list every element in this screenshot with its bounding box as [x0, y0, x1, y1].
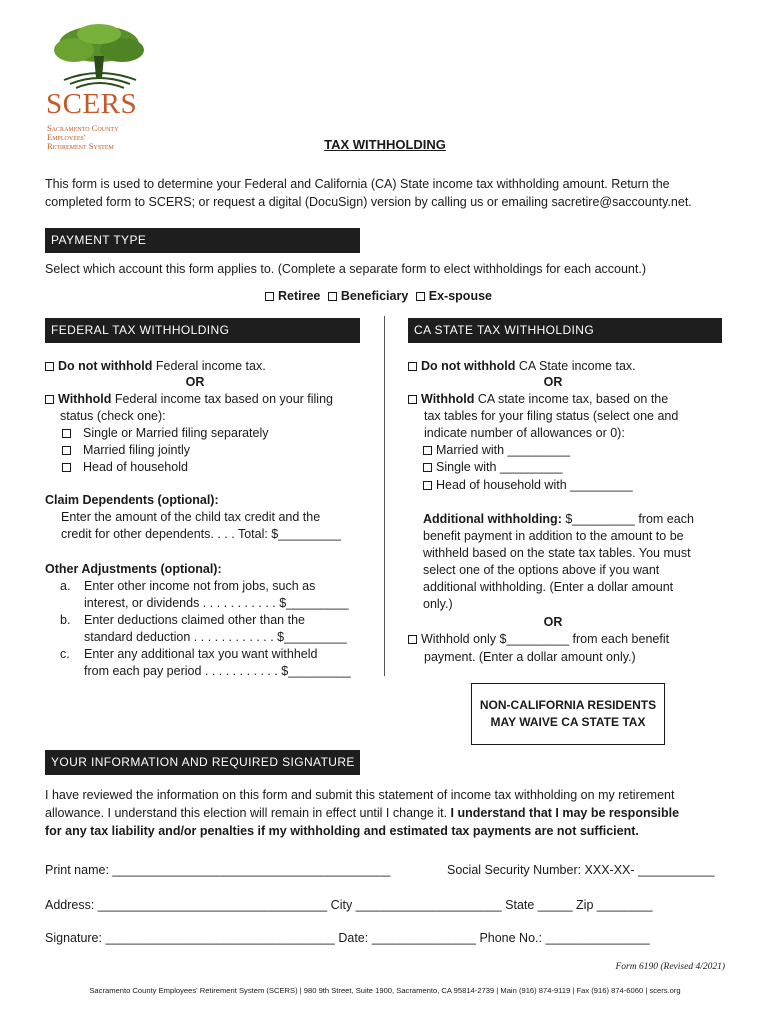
footer-org-info: Sacramento County Employees' Retirement System (SCERS) | 980 9th Street, Suite 1900, Sacramento, CA 95814-2739 | Main (916) 874-9119 | Fax (916) 874-6060 | scers.org [89, 986, 681, 995]
state-withhold[interactable] [408, 391, 668, 408]
non-ca-notice-line-2: MAY WAIVE CA STATE TAX [490, 715, 646, 729]
print-name-field[interactable]: Print name: ________________________________________ [45, 863, 391, 877]
adj-b-label: b. [60, 613, 71, 627]
federal-withhold-checkbox[interactable] [45, 395, 54, 404]
federal-withhold[interactable] [45, 391, 333, 408]
state-married-checkbox[interactable] [423, 446, 432, 455]
adj-a-line-1: Enter other income not from jobs, such as [84, 579, 316, 593]
state-withhold-checkbox[interactable] [408, 395, 417, 404]
state-dnw-bold: Do not withhold [421, 359, 516, 373]
state-dnw-checkbox[interactable] [408, 362, 417, 371]
federal-header: FEDERAL TAX WITHHOLDING [45, 318, 360, 343]
federal-withhold-bold: Withhold [58, 392, 112, 406]
federal-status-joint[interactable] [62, 442, 190, 459]
state-additional-line-5: additional withholding. (Enter a dollar amount [423, 580, 674, 594]
beneficiary-checkbox[interactable] [328, 292, 337, 301]
beneficiary-label: Beneficiary [340, 289, 409, 303]
state-hoh-label: Head of household with _________ [436, 478, 633, 492]
state-withhold-only[interactable] [408, 631, 669, 648]
tree-icon [44, 22, 154, 92]
signature-date-phone-field[interactable]: Signature: _________________________________ Date: _______________ Phone No.: _______________ [45, 931, 650, 945]
state-single-label: Single with _________ [436, 460, 563, 474]
state-status-single[interactable] [423, 459, 563, 476]
address-field[interactable]: Address: _________________________________ City _____________________ State _____ Zip ________ [45, 898, 653, 912]
signature-statement-normal: allowance. I understand this election will remain in effect until I change it. [45, 806, 448, 820]
dependents-title: Claim Dependents (optional): [45, 493, 219, 507]
federal-joint-checkbox[interactable] [62, 446, 71, 455]
dependents-line-1: Enter the amount of the child tax credit and the [61, 510, 321, 524]
federal-hoh-checkbox[interactable] [62, 463, 71, 472]
dependents-line-2[interactable]: credit for other dependents. . . . Total: $_________ [61, 527, 341, 541]
adj-c-line-2[interactable]: from each pay period . . . . . . . . . . . $_________ [84, 664, 351, 678]
signature-statement-line-3: for any tax liability and/or penalties if my withholding and estimated tax payments are not sufficient. [45, 824, 639, 838]
state-additional-line-4: select one of the options above if you want [423, 563, 660, 577]
signature-statement-bold: I understand that I may be responsible [447, 806, 680, 820]
adj-c-line-1: Enter any additional tax you want withheld [84, 647, 318, 661]
state-additional-line-2: benefit payment in addition to the amount to be [423, 529, 684, 543]
state-dnw-rest: CA State income tax. [515, 359, 636, 373]
adj-a-label: a. [60, 579, 71, 593]
payment-instruction: Select which account this form applies to. (Complete a separate form to elect withholdings for each account.) [45, 262, 646, 276]
adjustments-title: Other Adjustments (optional): [45, 562, 222, 576]
state-withhold-only-line-2: payment. (Enter a dollar amount only.) [424, 650, 636, 664]
retiree-label: Retiree [278, 289, 321, 303]
federal-joint-label: Married filing jointly [83, 443, 190, 457]
federal-dnw-bold: Do not withhold [58, 359, 153, 373]
ex-spouse-checkbox[interactable] [416, 292, 425, 301]
federal-single-checkbox[interactable] [62, 429, 71, 438]
federal-withhold-rest: Federal income tax based on your filing [111, 392, 333, 406]
state-additional-bold: Additional withholding: [423, 512, 562, 526]
retiree-option[interactable] [265, 289, 320, 303]
federal-status-single[interactable] [62, 425, 269, 442]
state-withhold-bold: Withhold [421, 392, 475, 406]
state-or-1: OR [543, 375, 563, 389]
state-status-hoh[interactable] [423, 477, 633, 494]
payment-type-header: PAYMENT TYPE [45, 228, 360, 253]
non-ca-notice-box [471, 683, 665, 745]
intro-line-2: completed form to SCERS; or request a digital (DocuSign) version by calling us or emailing sacretire@saccounty.net. [45, 195, 692, 209]
state-withhold-rest: CA state income tax, based on the [474, 392, 669, 406]
scers-logo [44, 22, 154, 152]
adj-a-line-2[interactable]: interest, or dividends . . . . . . . . . . . $_________ [84, 596, 349, 610]
state-additional-line-6: only.) [423, 597, 453, 611]
logo-sub-3: Retirement System [47, 141, 114, 151]
federal-dnw-rest: Federal income tax. [152, 359, 266, 373]
federal-dnw-checkbox[interactable] [45, 362, 54, 371]
signature-statement-line-1: I have reviewed the information on this form and submit this statement of income tax withholding on my retirement [45, 788, 675, 802]
state-or-2: OR [543, 615, 563, 629]
ssn-field[interactable]: Social Security Number: XXX-XX- ___________ [447, 863, 715, 877]
retiree-checkbox[interactable] [265, 292, 274, 301]
state-married-label: Married with _________ [436, 443, 571, 457]
logo-name: SCERS [46, 88, 138, 120]
state-withhold-line-2: tax tables for your filing status (select one and [424, 409, 679, 423]
signature-statement-line-2 [45, 805, 679, 822]
state-hoh-checkbox[interactable] [423, 481, 432, 490]
non-ca-notice-line-1: NON-CALIFORNIA RESIDENTS [479, 698, 657, 712]
federal-do-not-withhold[interactable] [45, 358, 266, 375]
state-status-married[interactable] [423, 442, 570, 459]
intro-line-1: This form is used to determine your Federal and California (CA) State income tax withholding amount. Return the [45, 177, 670, 191]
federal-single-label: Single or Married filing separately [83, 426, 269, 440]
state-additional-line-1[interactable] [423, 511, 694, 528]
state-additional-rest: $_________ from each [561, 512, 694, 526]
state-single-checkbox[interactable] [423, 463, 432, 472]
federal-withhold-line-2: status (check one): [60, 409, 166, 423]
state-additional-line-3: withheld based on the state tax tables. You must [423, 546, 691, 560]
adj-b-line-2[interactable]: standard deduction . . . . . . . . . . . . $_________ [84, 630, 347, 644]
payment-options [265, 288, 492, 305]
state-do-not-withhold[interactable] [408, 358, 636, 375]
adj-b-line-1: Enter deductions claimed other than the [84, 613, 305, 627]
form-number: Form 6190 (Revised 4/2021) [615, 962, 725, 972]
federal-hoh-label: Head of household [83, 460, 188, 474]
state-withhold-only-checkbox[interactable] [408, 635, 417, 644]
federal-status-hoh[interactable] [62, 459, 188, 476]
beneficiary-option[interactable] [328, 289, 408, 303]
column-divider [384, 316, 385, 676]
state-withhold-line-3: indicate number of allowances or 0): [424, 426, 625, 440]
state-withhold-only-label: Withhold only $_________ from each benefit [421, 632, 670, 646]
ex-spouse-label: Ex-spouse [428, 289, 492, 303]
logo-sub-2: Employees' [47, 132, 86, 142]
signature-header: YOUR INFORMATION AND REQUIRED SIGNATURE [45, 750, 360, 775]
logo-sub-1: Sacramento County [47, 123, 119, 133]
federal-or: OR [185, 375, 205, 389]
ex-spouse-option[interactable] [416, 289, 492, 303]
form-title: TAX WITHHOLDING [324, 137, 446, 152]
adj-c-label: c. [60, 647, 70, 661]
state-header: CA STATE TAX WITHHOLDING [408, 318, 722, 343]
